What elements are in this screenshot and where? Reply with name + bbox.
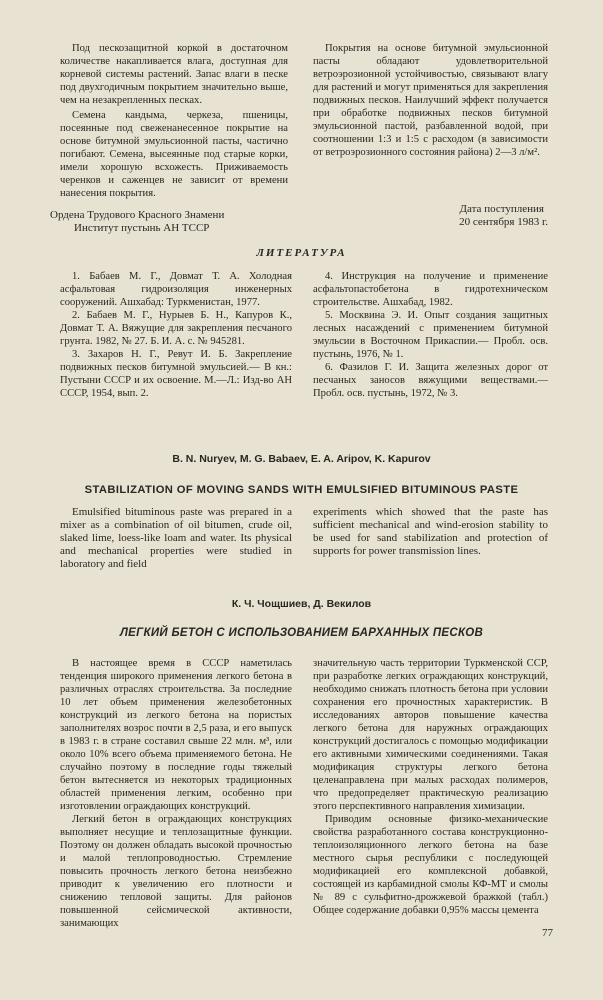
top-right-column — [313, 42, 548, 159]
affiliation-line: Ордена Трудового Красного Знамени — [50, 209, 225, 221]
paragraph: Покрытия на основе битумной эмульсионной пасты обладают удовлетворительной ветроэрозионной устойчивостью, связывают влагу для растений и могут применяться для закрепления подвижных песков. Наилучший эффект получается при обработке подвижных песков битумной эмульсионной пастой, разбавленной водой, при соотношении 1:3 и 1:5 с расходом (в зависимости от ветроэрозионного состояния района) 2—3 л/м². — [313, 43, 548, 158]
top-left-column — [60, 42, 288, 200]
affiliation-line: Институт пустынь АН ТССР — [74, 222, 210, 234]
abstract-text: experiments which showed that the paste has sufficient mechanical and wind-erosion stability to be used for sand stabilization and protection of supports for power transmission lines. — [313, 506, 548, 557]
paragraph: Приводим основные физико-механические свойства разработанного состава конструкционно-теплоизоляционного легкого бетона на базе местного сырья республики с последующей модификацией его комплексной добавкой, состоящей из карбамидной смолы КФ-МТ и смолы № 89 с сульфитно-дрожжевой бражкой (табл.) Общее содержание добавки 0,95% массы цемента — [313, 814, 548, 916]
article-right-column — [313, 657, 548, 917]
literature-heading: ЛИТЕРАТУРА — [256, 247, 347, 259]
english-title: STABILIZATION OF MOVING SANDS WITH EMULSIFIED BITUMINOUS PASTE — [84, 484, 519, 496]
page-number: 77 — [542, 927, 553, 939]
reference-item: 1. Бабаев М. Г., Довмат Т. А. Холодная асфальтовая гидроизоляция инженерных сооружений. Ашхабад: Туркменистан, 1977. — [60, 271, 292, 308]
literature-right-column — [313, 270, 548, 400]
reference-item: 3. Захаров Н. Г., Ревут И. Б. Закрепление подвижных песков битумной эмульсией.— В кн.: Пустыни СССР и их освоение. М.—Л.: Изд-во АН СССР, 1954, вып. 2. — [60, 349, 292, 399]
date-label: Дата поступления — [459, 203, 544, 215]
english-abstract-right — [313, 506, 548, 558]
paragraph: В настоящее время в СССР наметилась тенденция широкого применения легкого бетона в различных отраслях строительства. За последние 10 лет объем применения железобетонных конструкций из легкого бетона на пористых заполнителях возрос почти в 2,5 раза, и его выпуск в 1983 г. в стране составил свыше 22 млн. м³, или около 10% всего объема применяемого бетона. Не случайно поэтому в последние годы тяжелый бетон вытесняется из некоторых традиционных областей применения легким, особенно при изготовлении ограждающих конструкций. — [60, 658, 292, 812]
received-date — [348, 203, 548, 229]
paragraph: Легкий бетон в ограждающих конструкциях выполняет несущие и теплозащитные функции. Поэтому он должен обладать высокой прочностью и малой теплопроводностью. Стремление повысить прочность легкого бетона неизбежно приводит к увеличению его плотности и снижению тепловой защиты. Для районов повышенной сейсмической активности, занимающих — [60, 814, 292, 929]
abstract-text: Emulsified bituminous paste was prepared in a mixer as a combination of oil bitumen, crude oil, slaked lime, loess-like loam and water. Its physical and mechanical properties were studied in laboratory and field — [60, 506, 292, 570]
paragraph: Семена кандыма, черкеза, пшеницы, посеянные под свеженанесенное покрытие на основе битумной эмульсионной пасты, частично погибают. Семена, высеянные под старые корки, имели хорошую всхожесть. Приживаемость черенков и саженцев не зависит от времени нанесения покрытия. — [60, 110, 288, 199]
paragraph: значительную часть территории Туркменской ССР, при разработке легких ограждающих конструкций, необходимо снижать плотность бетона при условии сохранения его прочностных характеристик. В исследованиях авторов повышение качества легкого бетона для наружных ограждающих конструкций достигалось с помощью модификации его активными химическими соединениями. Такая модификация структуры легкого бетона целенаправлена при малых расходах полимеров, что предопределяет практическую реализацию этого перспективного направления химизации. — [313, 658, 548, 812]
date-value: 20 сентября 1983 г. — [459, 216, 548, 228]
literature-left-column — [60, 270, 292, 400]
paragraph: Под пескозащитной коркой в достаточном количестве накапливается влага, доступная для корневой системы растений. Запас влаги в песке под двухгодичным покрытием значительно выше, чем на незакрепленных песках. — [60, 43, 288, 106]
english-abstract-left — [60, 506, 292, 571]
reference-item: 4. Инструкция на получение и применение асфальтопастобетона в гидротехническом строительстве. Ашхабад, 1982. — [313, 271, 548, 308]
affiliation — [50, 209, 290, 235]
article-authors: К. Ч. Чощшиев, Д. Векилов — [231, 598, 372, 610]
article-left-column — [60, 657, 292, 930]
reference-item: 6. Фазилов Г. И. Защита железных дорог от песчаных заносов вяжущими веществами.— Пробл. осв. пустынь, 1972, № 3. — [313, 362, 548, 399]
reference-item: 2. Бабаев М. Г., Нурыев Б. Н., Капуров К., Довмат Т. А. Вяжущие для закрепления песчаного грунта. 1982, № 27. Б. И. А. с. № 945281. — [60, 310, 292, 347]
reference-item: 5. Москвина Э. И. Опыт создания защитных лесных насаждений с применением битумной эмульсии в Восточном Прикаспии.— Пробл. осв. пустынь, 1976, № 1. — [313, 310, 548, 360]
english-authors: B. N. Nuryev, M. G. Babaev, E. A. Aripov, K. Kapurov — [172, 453, 431, 465]
article-title: ЛЕГКИЙ БЕТОН С ИСПОЛЬЗОВАНИЕМ БАРХАННЫХ ПЕСКОВ — [119, 627, 484, 639]
